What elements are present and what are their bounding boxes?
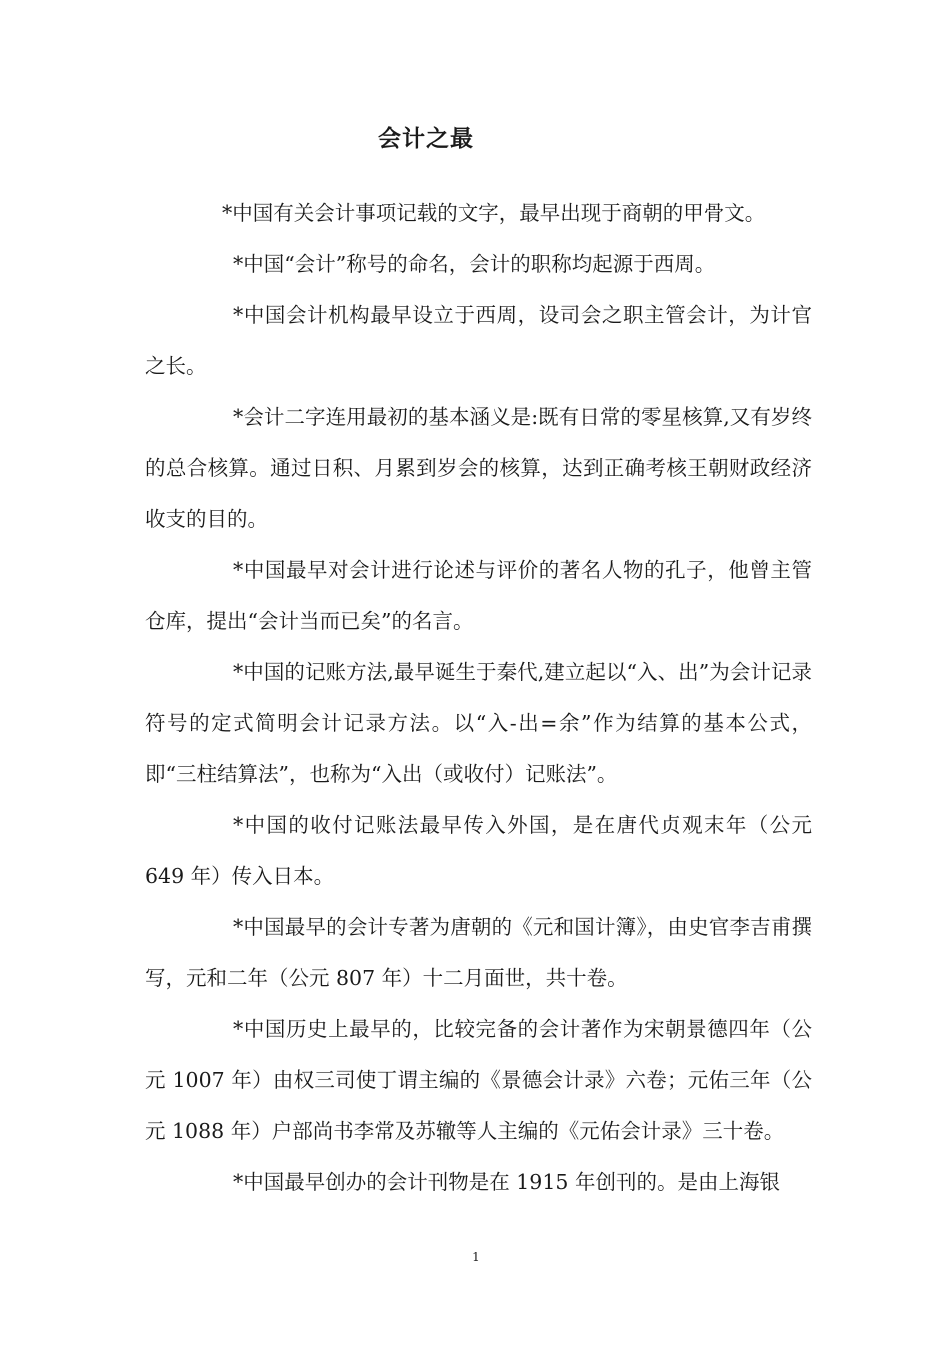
paragraph-3: *中国会计机构最早设立于西周，设司会之职主管会计，为计官之长。 bbox=[145, 303, 812, 378]
paragraph-10: *中国最早创办的会计刊物是在 1915 年创刊的。是由上海银 bbox=[233, 1170, 780, 1194]
page-number-text: 1 bbox=[472, 1250, 480, 1264]
page-number bbox=[0, 1250, 952, 1264]
paragraph-1: *中国有关会计事项记载的文字，最早出现于商朝的甲骨文。 bbox=[222, 201, 766, 225]
paragraph-6: *中国的记账方法,最早诞生于秦代,建立起以“入、出”为会计记录符号的定式简明会计记录方法。以“入-出=余”作为结算的基本公式，即“三柱结算法”，也称为“入出（或收付）记账法”。 bbox=[145, 660, 812, 786]
page-title bbox=[0, 120, 952, 153]
paragraph-4: *会计二字连用最初的基本涵义是:既有日常的零星核算,又有岁终的总合核算。通过日积、月累到岁会的核算，达到正确考核王朝财政经济收支的目的。 bbox=[145, 405, 812, 531]
paragraph-7: *中国的收付记账法最早传入外国，是在唐代贞观末年（公元 649 年）传入日本。 bbox=[145, 813, 812, 888]
paragraph-9: *中国历史上最早的，比较完备的会计著作为宋朝景德四年（公元 1007 年）由权三司使丁谓主编的《景德会计录》六卷；元佑三年（公元 1088 年）户部尚书李常及苏辙等人主编的《元佑会计录》三十卷。 bbox=[145, 1017, 812, 1143]
paragraph-2: *中国“会计”称号的命名，会计的职称均起源于西周。 bbox=[233, 252, 716, 276]
document-body bbox=[145, 188, 812, 1208]
paragraph-5: *中国最早对会计进行论述与评价的著名人物的孔子，他曾主管仓库，提出“会计当而已矣”的名言。 bbox=[145, 558, 812, 633]
title-text: 会计之最 bbox=[378, 125, 474, 152]
paragraph-8: *中国最早的会计专著为唐朝的《元和国计簿》，由史官李吉甫撰写，元和二年（公元 807 年）十二月面世，共十卷。 bbox=[145, 915, 812, 990]
